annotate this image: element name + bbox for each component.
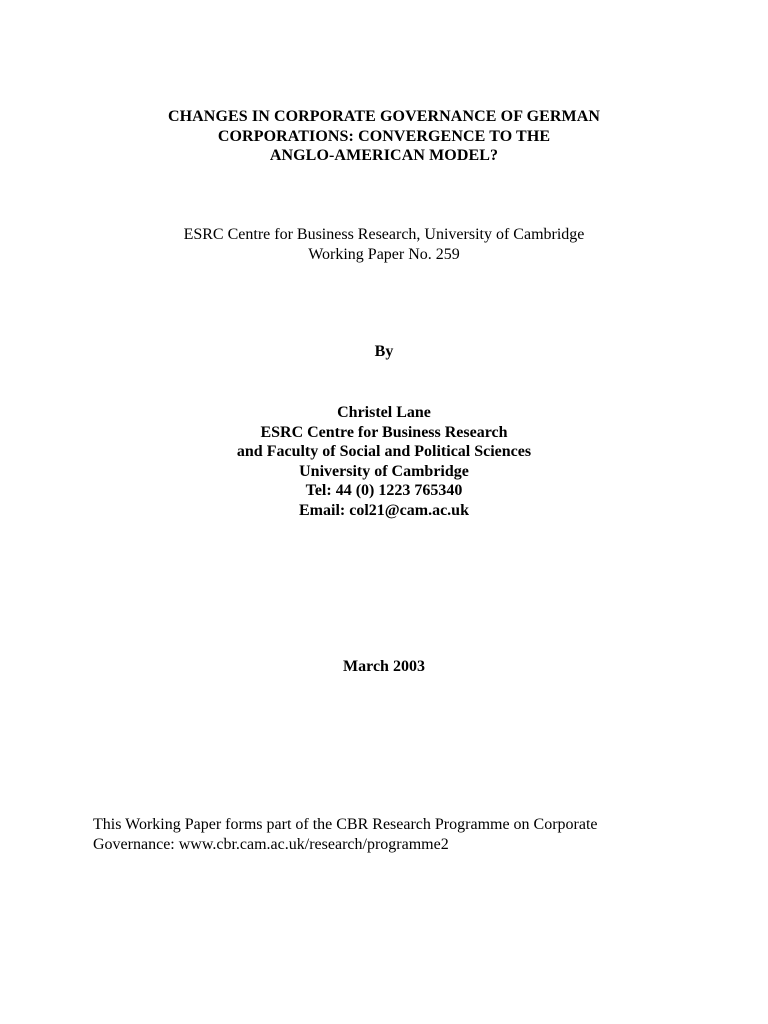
paper-title	[0, 107, 768, 166]
institution-text: ESRC Centre for Business Research, University of Cambridge	[183, 226, 585, 243]
working-paper-number: Working Paper No. 259	[308, 245, 460, 263]
title-line: CORPORATIONS: CONVERGENCE TO THE	[217, 127, 551, 145]
date-text: March 2003	[343, 658, 425, 675]
author-affiliation-line: and Faculty of Social and Political Sciences	[236, 443, 532, 460]
publication-date	[0, 657, 768, 677]
byline	[0, 342, 768, 362]
byline-text: By	[374, 343, 394, 360]
programme-note-line: Governance: www.cbr.cam.ac.uk/research/programme2	[93, 835, 449, 853]
author-telephone: Tel: 44 (0) 1223 765340	[305, 482, 463, 499]
programme-note	[93, 815, 683, 854]
title-line: ANGLO-AMERICAN MODEL?	[269, 147, 499, 164]
author-block	[0, 403, 768, 520]
author-email: Email: col21@cam.ac.uk	[299, 501, 469, 519]
author-name: Christel Lane	[337, 404, 431, 421]
programme-note-line: This Working Paper forms part of the CBR Research Programme on Corporate	[93, 816, 598, 833]
author-affiliation-line: ESRC Centre for Business Research	[260, 423, 508, 441]
publication-info	[0, 225, 768, 264]
title-line: CHANGES IN CORPORATE GOVERNANCE OF GERMAN	[167, 108, 601, 125]
author-university: University of Cambridge	[299, 462, 469, 480]
